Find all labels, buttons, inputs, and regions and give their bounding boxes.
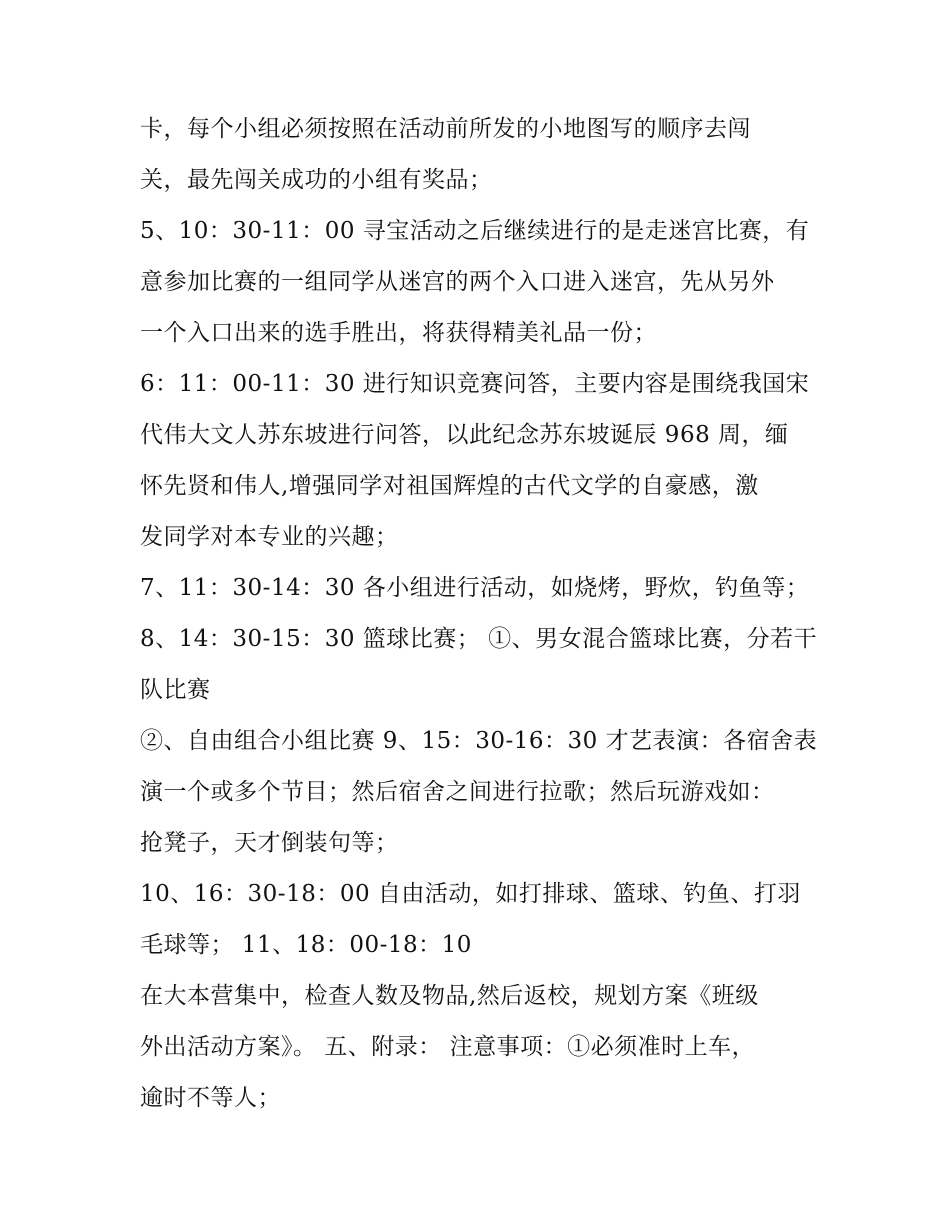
text-line: ②、自由组合小组比赛 9、15：30-16：30 才艺表演：各宿舍表	[140, 728, 818, 754]
text-line: 代伟大文人苏东坡进行问答，以此纪念苏东坡诞辰 968 周，缅	[140, 422, 789, 448]
text-line: 毛球等； 11、18：00-18：10	[140, 932, 472, 958]
text-line: 发同学对本专业的兴趣；	[140, 524, 399, 550]
text-line: 在大本营集中，检查人数及物品,然后返校，规划方案《班级	[140, 983, 759, 1009]
text-line: 卡，每个小组必须按照在活动前所发的小地图写的顺序去闯	[140, 116, 751, 142]
text-line: 意参加比赛的一组同学从迷宫的两个入口进入迷宫，先从另外	[140, 269, 775, 295]
text-line: 一个入口出来的选手胜出，将获得精美礼品一份；	[140, 320, 657, 346]
text-line: 关，最先闯关成功的小组有奖品；	[140, 167, 493, 193]
text-line: 怀先贤和伟人,增强同学对祖国辉煌的古代文学的自豪感，激	[140, 473, 759, 499]
document-body	[140, 104, 820, 1124]
text-line: 演一个或多个节目；然后宿舍之间进行拉歌；然后玩游戏如：	[140, 779, 775, 805]
text-line: 6：11：00-11：30 进行知识竞赛问答，主要内容是围绕我国宋	[140, 371, 810, 397]
text-line: 逾时不等人；	[140, 1085, 281, 1111]
text-line: 抢凳子，天才倒装句等；	[140, 830, 399, 856]
text-line: 7、11：30-14：30 各小组进行活动，如烧烤，野炊，钓鱼等；	[140, 575, 810, 601]
text-line: 外出活动方案》。 五、附录： 注意事项：①必须准时上车，	[140, 1034, 756, 1060]
text-line: 8、14：30-15：30 篮球比赛； ①、男女混合篮球比赛，分若干	[140, 626, 818, 652]
text-line: 5、10：30-11：00 寻宝活动之后继续进行的是走迷宫比赛，有	[140, 218, 810, 244]
text-line: 队比赛	[140, 677, 211, 703]
text-line: 10、16：30-18：00 自由活动，如打排球、篮球、钓鱼、打羽	[140, 881, 801, 907]
